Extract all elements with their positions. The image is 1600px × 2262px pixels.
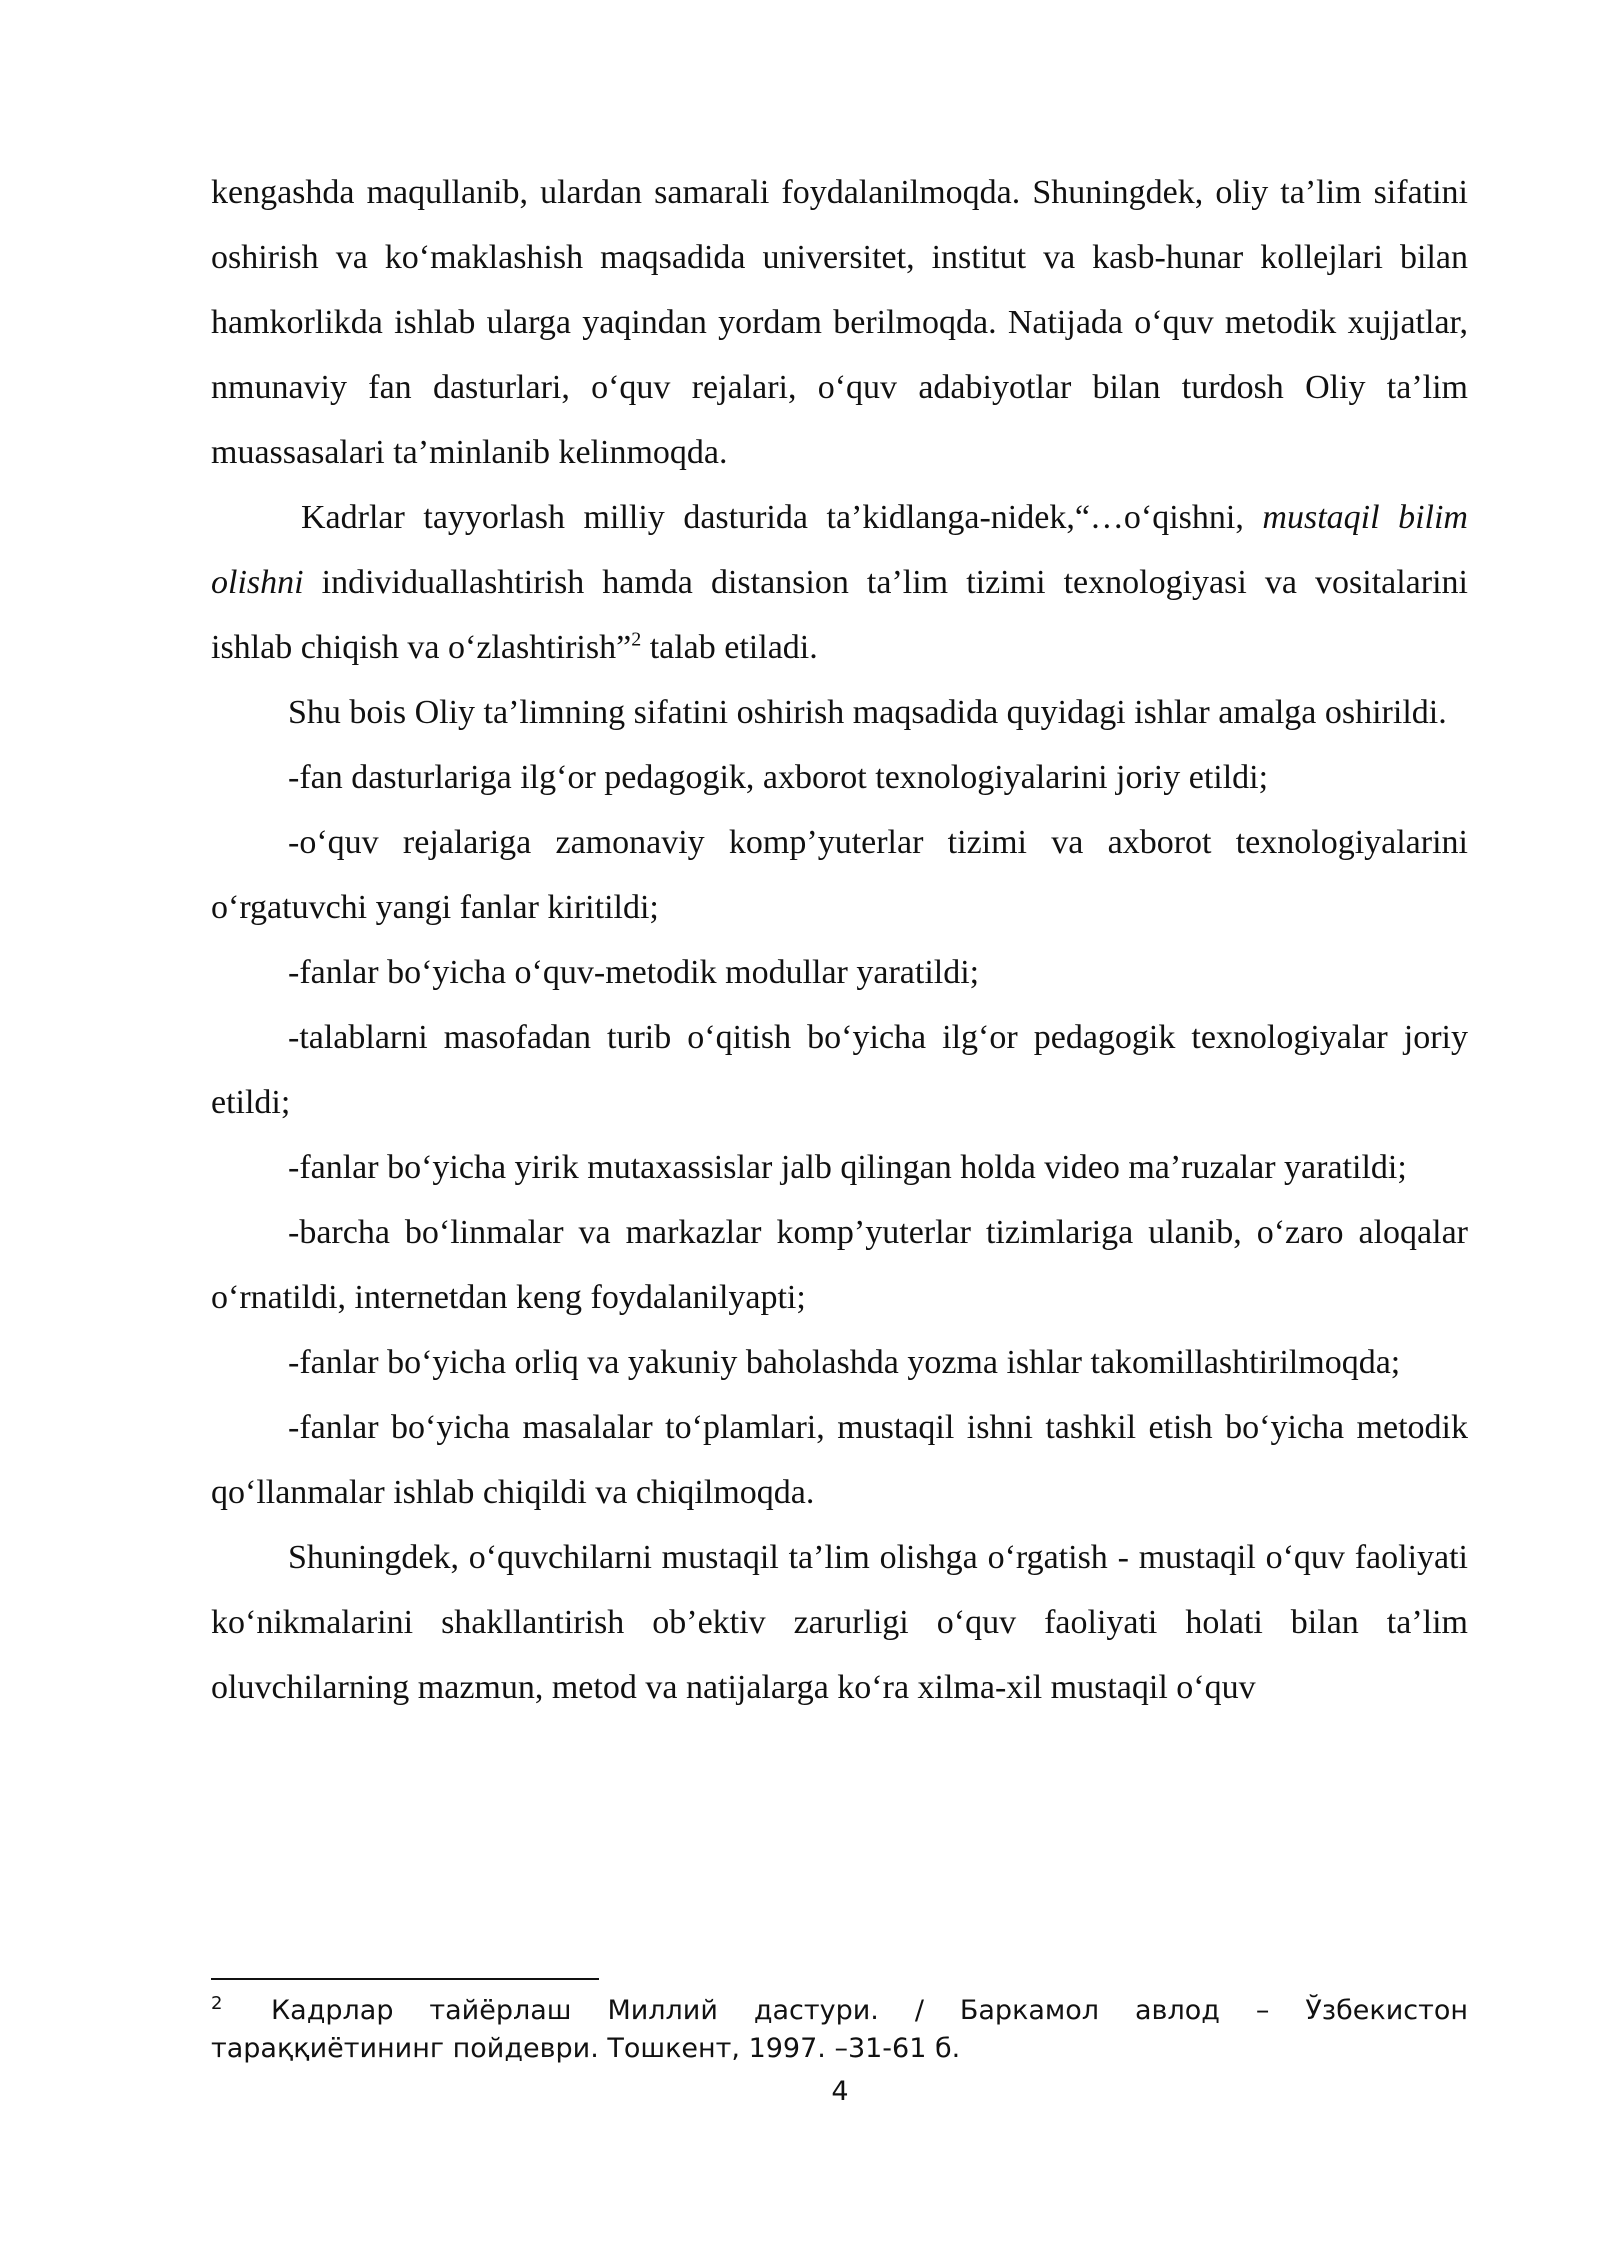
paragraph-2-end: talab etiladi. xyxy=(641,629,818,666)
list-item: -talablarni masofadan turib o‘qitish bo‘yicha ilg‘or pedagogik texnologiyalar joriy etildi; xyxy=(211,1019,1468,1121)
footnote-reference[interactable]: 2 xyxy=(631,628,642,651)
page-number: 4 xyxy=(831,2076,849,2107)
paragraph-1: kengashda maqullanib, ulardan samarali foydalanilmoqda. Shuningdek, oliy ta’lim sifatini oshirish va ko‘maklashish maqsadida universitet, institut va kasb-hunar kollejlari bilan hamkorlikda ishlab ularga yaqindan yordam berilmoqda. Natijada o‘quv metodik xujjatlar, nmunaviy fan dasturlari, o‘quv rejalari, o‘quv adabiyotlar bilan turdosh Oliy ta’lim muassasalari ta’minlanib kelinmoqda. xyxy=(211,174,1468,471)
footnote-separator xyxy=(211,1978,599,1980)
paragraph-2-middle: individuallashtirish hamda distansion ta’lim tizimi texnologiyasi va vositalarini ishlab chiqish va o‘zlashtirish” xyxy=(211,564,1468,666)
paragraph-2-italic: mustaqil bilim olishni xyxy=(211,499,1468,601)
paragraph-3: Shu bois Oliy ta’limning sifatini oshirish maqsadida quyidagi ishlar amalga oshirildi. xyxy=(288,694,1447,731)
list-item: -barcha bo‘linmalar va markazlar komp’yuterlar tizimlariga ulanib, o‘zaro aloqalar o‘rnatildi, internetdan keng foydalanilyapti; xyxy=(211,1214,1468,1316)
paragraph-last: Shuningdek, o‘quvchilarni mustaqil ta’lim olishga o‘rgatish - mustaqil o‘quv faoliyati ko‘nikmalarini shakllantirish ob’ektiv zarurligi o‘quv faoliyati holati bilan ta’lim oluvchilarning mazmun, metod va natijalarga ko‘ra xilma-xil mustaqil o‘quv xyxy=(211,1539,1468,1706)
list-item: -fanlar bo‘yicha masalalar to‘plamlari, mustaqil ishni tashkil etish bo‘yicha metodik qo‘llanmalar ishlab chiqildi va chiqilmoqda. xyxy=(211,1409,1468,1511)
body-text xyxy=(211,160,1468,1720)
list-item: -fanlar bo‘yicha orliq va yakuniy baholashda yozma ishlar takomillashtirilmoqda; xyxy=(288,1344,1401,1381)
list-item: -fan dasturlariga ilg‘or pedagogik, axborot texnologiyalarini joriy etildi; xyxy=(288,759,1269,796)
list-item: -fanlar bo‘yicha o‘quv-metodik modullar yaratildi; xyxy=(288,954,980,991)
footnote-text: Кадрлар тайёрлаш Миллий дастури. / Баркамол авлод – Ўзбекистон тараққиётининг пойдеври. Тошкент, 1997. –31-61 б. xyxy=(211,1995,1468,2064)
paragraph-2-start: Kadrlar tayyorlash milliy dasturida ta’kidlanga-nidek,“…o‘qishni, xyxy=(301,499,1263,536)
list-item: -fanlar bo‘yicha yirik mutaxassislar jalb qilingan holda video ma’ruzalar yaratildi; xyxy=(288,1149,1407,1186)
footnote: 2 Кадрлар тайёрлаш Миллий дастури. / Баркамол авлод – Ўзбекистон тараққиётининг пойдеври. Тошкент, 1997. –31-61 б. xyxy=(211,1993,1468,2064)
paragraph-2 xyxy=(211,485,1468,680)
list-item: -o‘quv rejalariga zamonaviy komp’yuterlar tizimi va axborot texnologiyalarini o‘rgatuvchi yangi fanlar kiritildi; xyxy=(211,824,1468,926)
